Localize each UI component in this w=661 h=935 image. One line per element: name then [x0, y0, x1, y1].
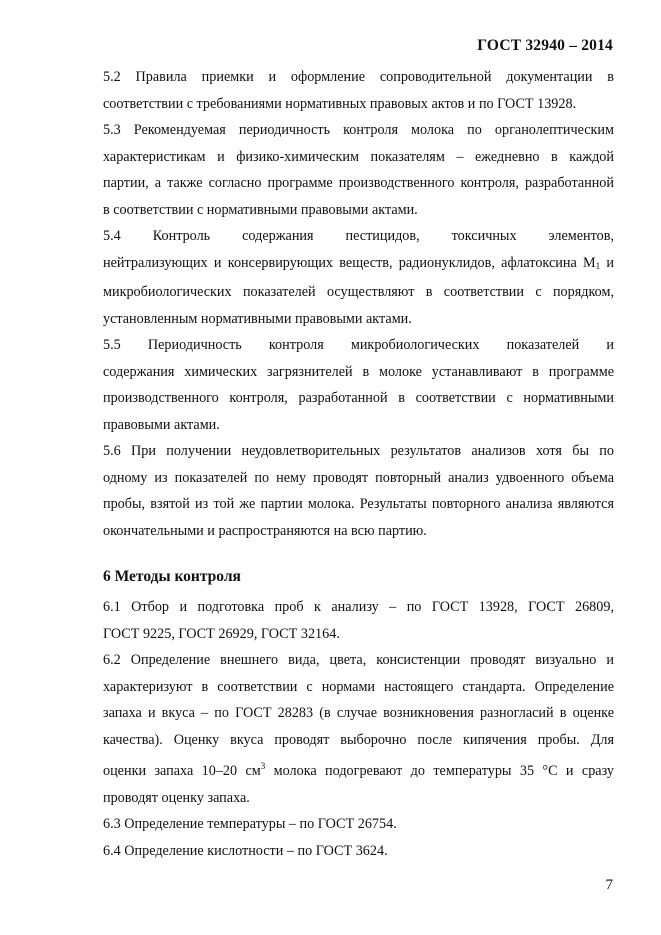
text-line: 5.5 Периодичность контроля микробиологических показателей и	[103, 337, 614, 353]
paragraph-5-6	[62, 438, 614, 544]
paragraph-6-4	[62, 838, 614, 865]
text-line: в соответствии с нормативными правовыми актами.	[103, 201, 418, 218]
text-line: 5.3 Рекомендуемая периодичность контроля молока по органолептическим	[103, 122, 614, 138]
superscript: 3	[260, 761, 266, 771]
paragraph-6-2	[62, 647, 614, 811]
page-number: 7	[605, 877, 613, 893]
text-line: 6.3 Определение температуры – по ГОСТ 26754.	[103, 816, 397, 832]
text-line: 5.4 Контроль содержания пестицидов, токсичных элементов,	[103, 228, 614, 244]
paragraph-6-3	[62, 811, 614, 838]
text-line: одному из показателей по нему проводят повторный анализ удвоенного объема	[103, 469, 614, 486]
text-line: качества). Оценку вкуса проводят выборочно после кипячения пробы. Для	[103, 731, 614, 748]
section-heading: 6 Методы контроля	[103, 568, 241, 585]
text-line: ГОСТ 9225, ГОСТ 26929, ГОСТ 32164.	[103, 625, 340, 642]
text-line: 6.2 Определение внешнего вида, цвета, консистенции проводят визуально и	[103, 652, 614, 668]
text-line: 6.1 Отбор и подготовка проб к анализу – по ГОСТ 13928, ГОСТ 26809,	[103, 599, 614, 615]
document-header: ГОСТ 32940 – 2014	[477, 37, 613, 54]
text-line: содержания химических загрязнителей в молоке устанавливают в программе	[103, 363, 614, 380]
text-line: установленным нормативными правовыми актами.	[103, 310, 412, 327]
text-line: характеризуют в соответствии с нормами настоящего стандарта. Определение	[103, 678, 614, 695]
text-line: соответствии с требованиями нормативных правовых актов и по ГОСТ 13928.	[103, 95, 577, 112]
text-line: 5.6 При получении неудовлетворительных результатов анализов хотя бы по	[103, 443, 614, 459]
page-body	[62, 64, 614, 864]
paragraph-5-5	[62, 332, 614, 438]
text-line-with-superscript	[62, 753, 614, 785]
text-line: 5.2 Правила приемки и оформление сопроводительной документации в	[103, 69, 614, 85]
text-line-with-subscript	[62, 250, 614, 280]
text-segment: и	[600, 254, 614, 271]
text-segment: оценки запаха 10–20 см	[103, 763, 261, 779]
text-line: 6.4 Определение кислотности – по ГОСТ 3624.	[103, 842, 388, 859]
paragraph-5-4	[62, 223, 614, 332]
paragraph-5-2	[62, 64, 614, 117]
text-line: партии, а также согласно программе производственного контроля, разработанной	[103, 175, 614, 191]
paragraph-5-3	[62, 117, 614, 223]
text-line: производственного контроля, разработанной в соответствии с нормативными	[103, 390, 614, 406]
subscript: 1	[595, 260, 601, 271]
text-line: пробы, взятой из той же партии молока. Результаты повторного анализа являются	[103, 496, 614, 512]
text-line: проводят оценку запаха.	[103, 789, 250, 806]
text-line: окончательными и распространяются на всю партию.	[103, 522, 427, 539]
paragraph-6-1	[62, 594, 614, 647]
text-line: характеристикам и физико-химическим показателям – ежедневно в каждой	[103, 148, 614, 165]
text-line: запаха и вкуса – по ГОСТ 28283 (в случае возникновения разногласий в оценке	[103, 705, 614, 721]
text-segment: молока подогревают до температуры 35 °С и сразу	[265, 763, 614, 779]
text-line: микробиологических показателей осуществляют в соответствии с порядком,	[103, 284, 614, 300]
text-segment: нейтрализующих и консервирующих веществ, радионуклидов, афлатоксина M	[103, 254, 596, 271]
text-line: правовыми актами.	[103, 416, 220, 433]
